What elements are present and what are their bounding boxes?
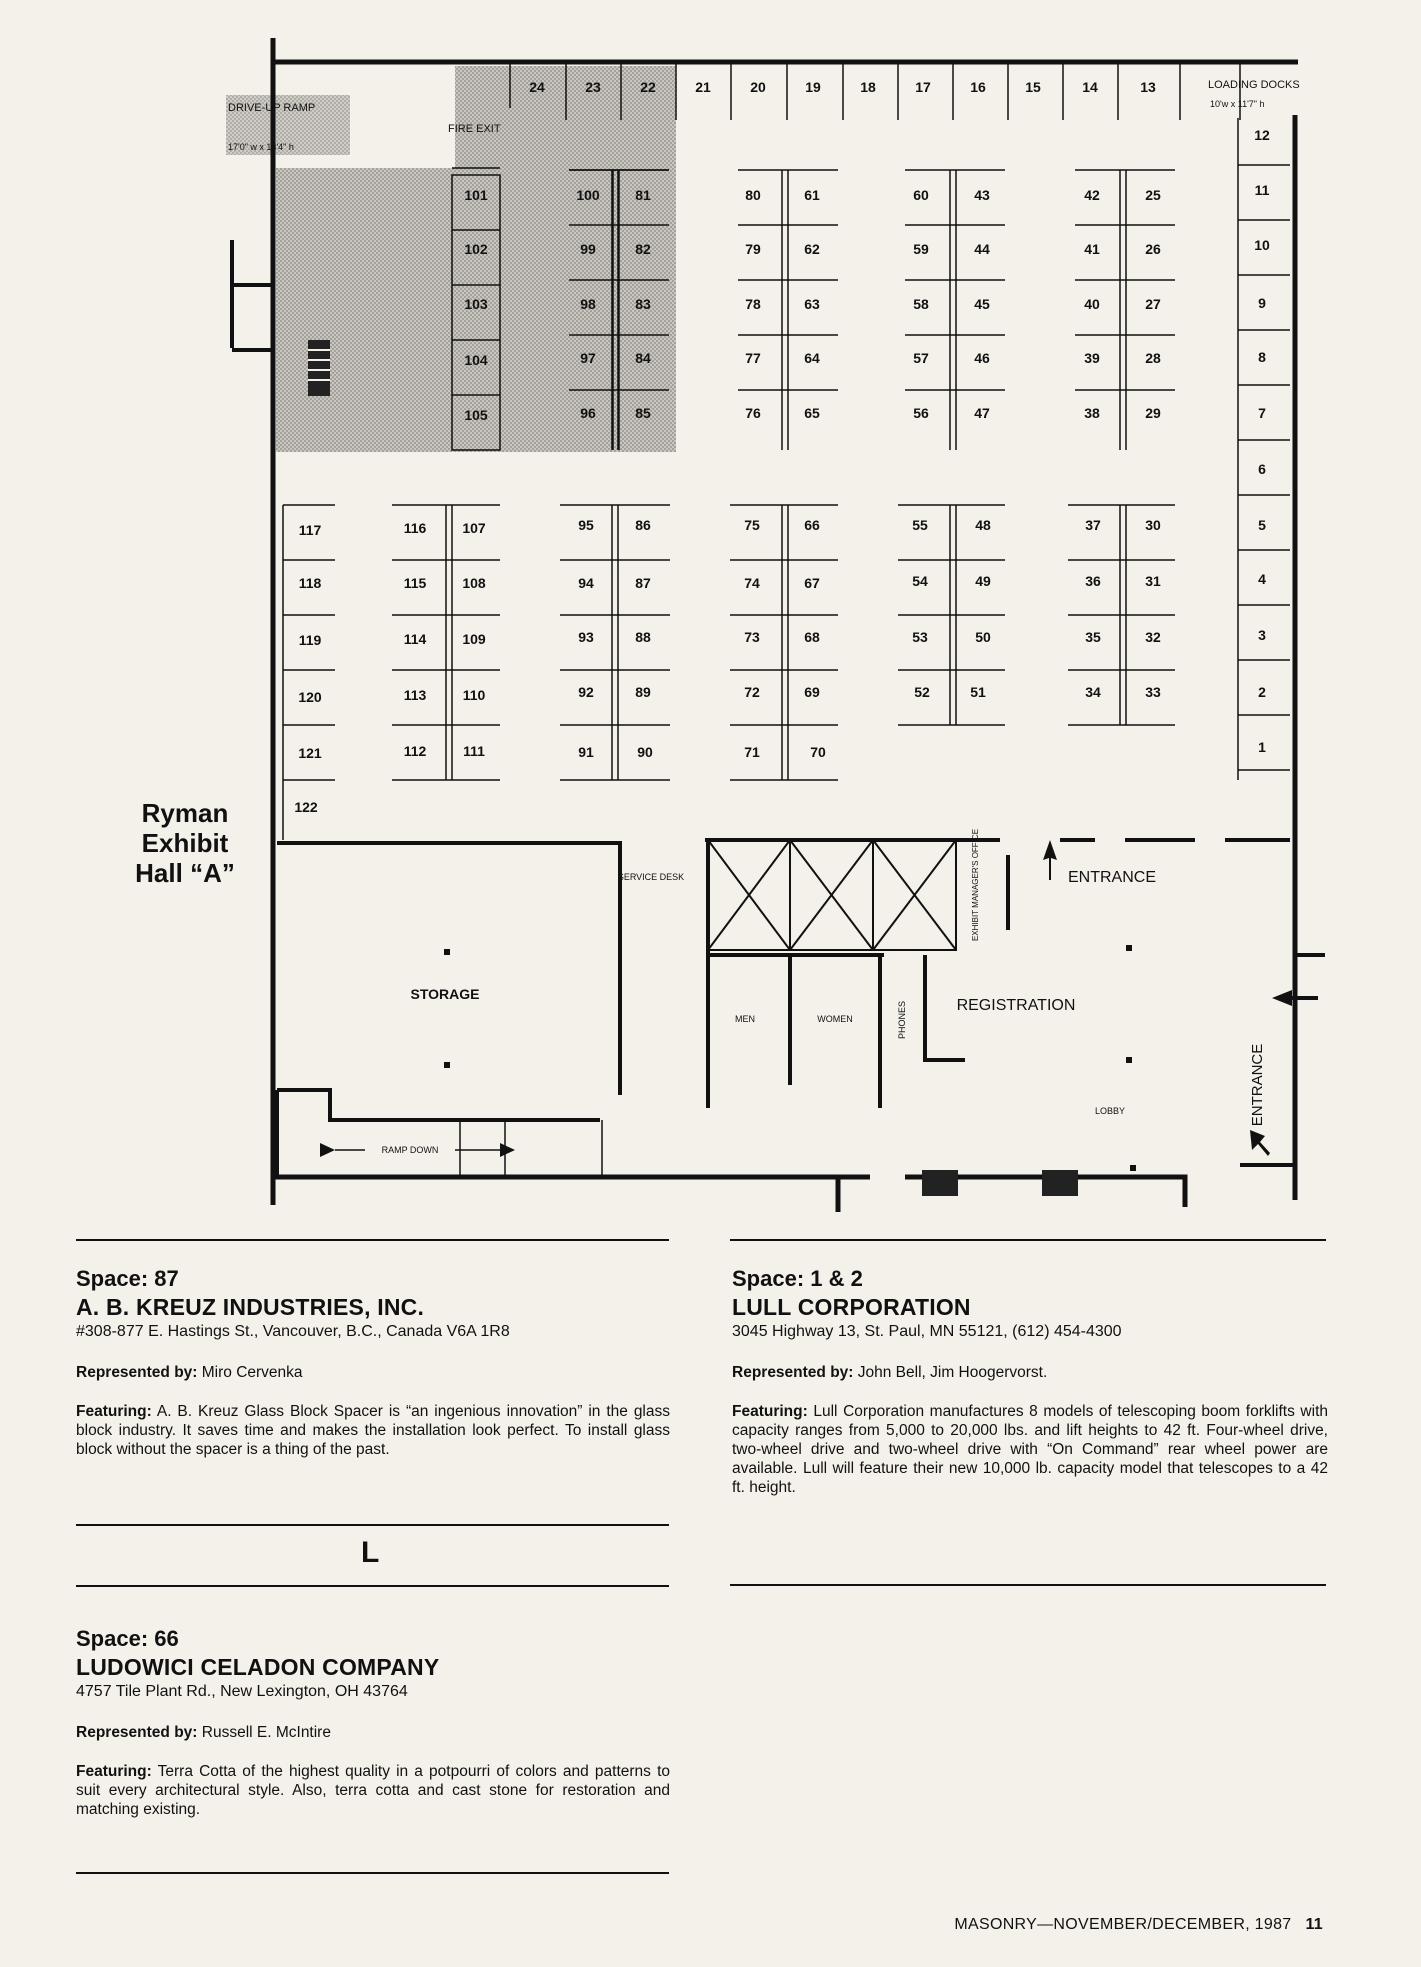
booth: 63: [804, 296, 820, 312]
booth: 108: [462, 575, 486, 591]
booth: 117: [298, 522, 322, 538]
right-column-labels: [1254, 127, 1270, 755]
booth: 93: [578, 629, 594, 645]
ramp-stairs: [308, 340, 330, 396]
ramp-dims-label: 17'0" w x 13'4" h: [228, 142, 294, 152]
booth: 33: [1145, 684, 1161, 700]
company-address: #308-877 E. Hastings St., Vancouver, B.C., Canada V6A 1R8: [76, 1323, 510, 1340]
booth: 53: [912, 629, 928, 645]
booth: 55: [912, 517, 928, 533]
row-7: [299, 573, 1161, 591]
booth: 72: [744, 684, 760, 700]
storage-label: STORAGE: [410, 986, 480, 1002]
booth: 38: [1084, 405, 1100, 421]
booth: 100: [576, 187, 600, 203]
hall-label-line: Hall “A”: [135, 858, 235, 888]
booth: 78: [745, 296, 761, 312]
booth: 118: [298, 575, 322, 591]
booth: 20: [750, 79, 766, 95]
row-8: [299, 629, 1161, 648]
booth: 4: [1258, 571, 1266, 587]
service-desk-label: SERVICE DESK: [617, 872, 685, 882]
lobby-label: LOBBY: [1094, 1106, 1126, 1116]
booth: 77: [745, 350, 761, 366]
represented-by: Represented by: John Bell, Jim Hoogervorst.: [732, 1364, 1048, 1381]
booth: 11: [1254, 182, 1270, 198]
featuring: Featuring: A. B. Kreuz Glass Block Spacer is “an ingenious innovation” in the glass block industry. It saves time and makes the installation look perfect. To install glass block without the spacer is a thing of the past.: [76, 1403, 670, 1458]
company-name: A. B. KREUZ INDUSTRIES, INC.: [76, 1294, 425, 1320]
loading-docks-label: LOADING DOCKS: [1208, 79, 1300, 91]
booth: 6: [1258, 461, 1266, 477]
booth: 98: [580, 296, 596, 312]
booth: 44: [974, 241, 990, 257]
entrance-side-label: ENTRANCE: [1249, 1043, 1266, 1127]
booth: 119: [298, 632, 322, 648]
booth: 18: [860, 79, 876, 95]
booth: 26: [1145, 241, 1161, 257]
booth: 51: [970, 684, 986, 700]
booth: 64: [804, 350, 820, 366]
booth: 7: [1258, 405, 1266, 421]
booth: 31: [1145, 573, 1161, 589]
booth: 8: [1258, 349, 1266, 365]
booth-grid-lower: [283, 505, 1175, 840]
booth: 47: [974, 405, 990, 421]
booth: 82: [635, 241, 651, 257]
space-number: Space: 87: [76, 1266, 179, 1291]
booth: 84: [635, 350, 651, 366]
booth: 76: [745, 405, 761, 421]
booth: 14: [1082, 79, 1098, 95]
booth: 97: [580, 350, 596, 366]
booth: 101: [464, 187, 488, 203]
booth: 23: [585, 79, 601, 95]
booth: 91: [578, 744, 594, 760]
company-address: 4757 Tile Plant Rd., New Lexington, OH 43764: [76, 1683, 408, 1700]
space-number: Space: 1 & 2: [732, 1266, 863, 1291]
row-6: [299, 517, 1161, 538]
booth: 104: [464, 352, 488, 368]
company-address: 3045 Highway 13, St. Paul, MN 55121, (612) 454-4300: [732, 1323, 1122, 1340]
booth: 116: [403, 520, 427, 536]
booth: 2: [1258, 684, 1266, 700]
booth: 103: [464, 296, 488, 312]
hall-label-line: Ryman: [141, 798, 229, 828]
booth: 94: [578, 575, 594, 591]
booth: 67: [804, 575, 820, 591]
booth: 112: [403, 743, 427, 759]
footer-text: MASONRY—NOVEMBER/DECEMBER, 1987: [954, 1916, 1292, 1933]
booth: 41: [1084, 241, 1100, 257]
booth: 69: [804, 684, 820, 700]
ramp-down-label: RAMP DOWN: [381, 1145, 439, 1155]
booth: 43: [974, 187, 990, 203]
booth: 121: [298, 745, 322, 761]
divider: [76, 1585, 669, 1587]
booth: 74: [744, 575, 760, 591]
featuring: Featuring: Lull Corporation manufactures 8 models of telescoping boom forklifts with capacity ranges from 5,000 to 20,000 lbs. and lift heights to 42 ft. Four-wheel drive, two-wheel drive and two-wheel drive with “On Command” rear wheel power are available. Lull will feature their new 10,000 lb. capacity model that telescopes to a 42 ft. height.: [732, 1403, 1329, 1496]
booth: 70: [810, 744, 826, 760]
row-9: [298, 684, 1161, 705]
booth: 60: [913, 187, 929, 203]
booth: 61: [804, 187, 820, 203]
booth: 29: [1145, 405, 1161, 421]
booth: 115: [403, 575, 427, 591]
booth: 21: [695, 79, 711, 95]
divider: [730, 1584, 1326, 1586]
booth: 52: [914, 684, 930, 700]
booth: 45: [974, 296, 990, 312]
booth: 28: [1145, 350, 1161, 366]
hall-label-line: Exhibit: [141, 828, 229, 858]
booth: 87: [635, 575, 651, 591]
booth: 12: [1254, 127, 1270, 143]
company-name: LUDOWICI CELADON COMPANY: [76, 1654, 440, 1680]
booth: 34: [1085, 684, 1101, 700]
represented-by: Represented by: Miro Cervenka: [76, 1364, 303, 1381]
booth: 22: [640, 79, 656, 95]
dock-dims-label: 10'w x 11'7" h: [1210, 99, 1265, 109]
booth: 122: [294, 799, 318, 815]
booth: 16: [970, 79, 986, 95]
booth: 13: [1140, 79, 1156, 95]
divider: [76, 1872, 669, 1874]
booth: 110: [462, 687, 486, 703]
booth: 120: [298, 689, 322, 705]
space-number: Space: 66: [76, 1626, 179, 1651]
booth: 56: [913, 405, 929, 421]
booth: 89: [635, 684, 651, 700]
booth: 35: [1085, 629, 1101, 645]
booth: 17: [915, 79, 931, 95]
divider: [76, 1239, 669, 1241]
booth: 59: [913, 241, 929, 257]
booth: 113: [403, 687, 427, 703]
booth: 102: [464, 241, 488, 257]
company-name: LULL CORPORATION: [732, 1294, 971, 1320]
booth: 71: [744, 744, 760, 760]
booth: 105: [464, 407, 488, 423]
booth: 88: [635, 629, 651, 645]
booth: 48: [975, 517, 991, 533]
booth: 86: [635, 517, 651, 533]
booth: 25: [1145, 187, 1161, 203]
booth: 58: [913, 296, 929, 312]
booth: 54: [912, 573, 928, 589]
divider: [730, 1239, 1326, 1241]
page-number: 11: [1305, 1916, 1323, 1933]
exhibitor-entry-kreuz: [76, 1266, 670, 1459]
booth: 85: [635, 405, 651, 421]
booth: 96: [580, 405, 596, 421]
booth: 79: [745, 241, 761, 257]
booth: 32: [1145, 629, 1161, 645]
booth: 99: [580, 241, 596, 257]
page-footer: [954, 1916, 1323, 1934]
booth: 83: [635, 296, 651, 312]
men-label: MEN: [735, 1014, 755, 1024]
exhibitor-entry-lull: [732, 1266, 1328, 1497]
booth: 80: [745, 187, 761, 203]
fire-exit-label: FIRE EXIT: [448, 123, 501, 135]
row-10: [298, 743, 826, 761]
booth: 107: [462, 520, 486, 536]
booth: 50: [975, 629, 991, 645]
booth: 42: [1084, 187, 1100, 203]
booth: 75: [744, 517, 760, 533]
divider: [76, 1524, 669, 1526]
booth: 109: [462, 631, 486, 647]
booth: 46: [974, 350, 990, 366]
booth: 5: [1258, 517, 1266, 533]
booth: 9: [1258, 295, 1266, 311]
booth: 1: [1258, 739, 1266, 755]
booth: 92: [578, 684, 594, 700]
booth: 10: [1254, 237, 1270, 253]
booth: 15: [1025, 79, 1041, 95]
exhibitor-entry-ludowici: [76, 1626, 670, 1819]
booth: 95: [578, 517, 594, 533]
booth: 39: [1084, 350, 1100, 366]
booth: 90: [637, 744, 653, 760]
drive-up-ramp-label: DRIVE-UP RAMP: [228, 102, 316, 114]
represented-by: Represented by: Russell E. McIntire: [76, 1724, 331, 1741]
section-letter: L: [361, 1536, 380, 1569]
phones-label: PHONES: [897, 1000, 907, 1040]
hall-label: [120, 798, 250, 888]
storage-room: [277, 843, 620, 1175]
booth: 73: [744, 629, 760, 645]
women-label: WOMEN: [817, 1014, 853, 1024]
entrance-top-label: ENTRANCE: [1067, 869, 1157, 886]
booth: 30: [1145, 517, 1161, 533]
registration-label: REGISTRATION: [956, 997, 1076, 1014]
row-11: [294, 799, 318, 815]
booth: 40: [1084, 296, 1100, 312]
booth: 62: [804, 241, 820, 257]
booth: 37: [1085, 517, 1101, 533]
booth: 57: [913, 350, 929, 366]
booth: 66: [804, 517, 820, 533]
booth: 49: [975, 573, 991, 589]
booth: 19: [805, 79, 821, 95]
booth: 27: [1145, 296, 1161, 312]
booth: 68: [804, 629, 820, 645]
booth: 3: [1258, 627, 1266, 643]
featuring: Featuring: Terra Cotta of the highest quality in a potpourri of colors and patterns to suit every architectural style. Also, terra cotta and cast stone for restoration and matching existing.: [76, 1763, 670, 1818]
exhibit-office-label: EXHIBIT MANAGER'S OFFICE: [971, 828, 980, 942]
booth: 81: [635, 187, 651, 203]
lower-booth-labels: [294, 517, 1161, 815]
booth: 65: [804, 405, 820, 421]
booth: 114: [403, 631, 427, 647]
booth: 36: [1085, 573, 1101, 589]
booth: 111: [463, 743, 485, 759]
booth: 24: [529, 79, 545, 95]
